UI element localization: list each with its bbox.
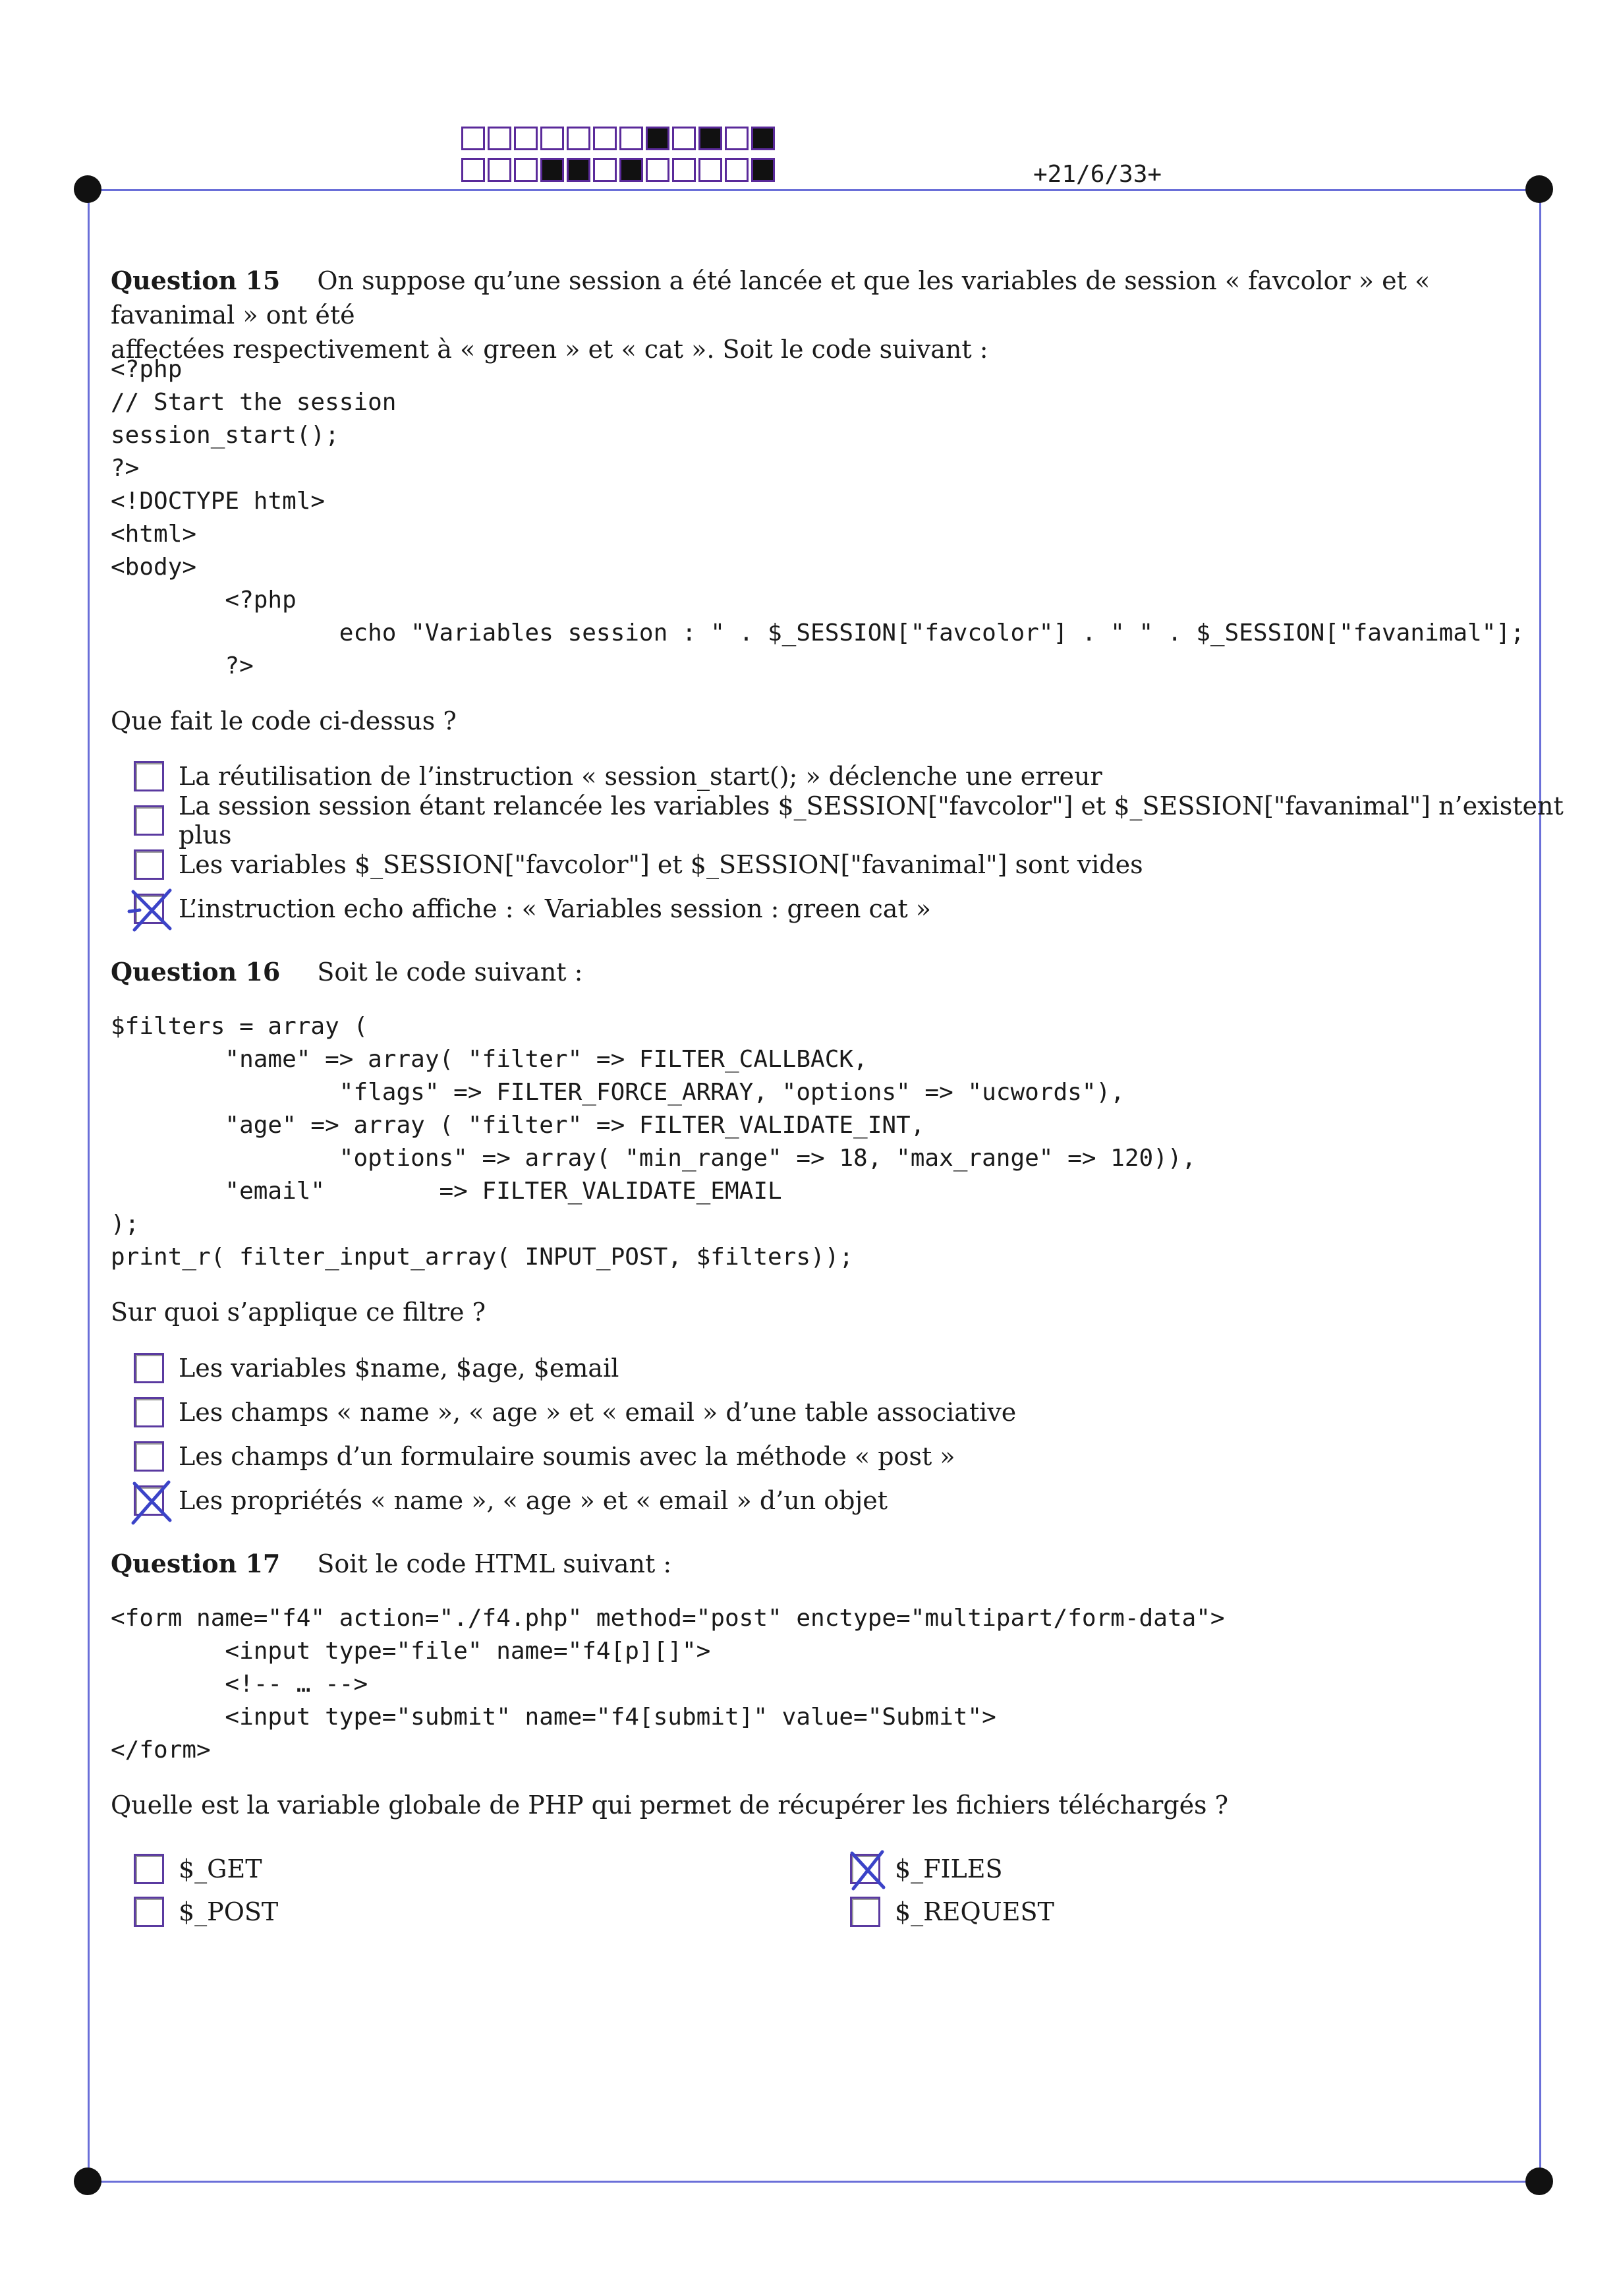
choice-label: La réutilisation de l’instruction « session_start(); » déclenche une erreur xyxy=(179,762,1102,791)
q15-choice-2[interactable] xyxy=(134,791,1617,849)
barcode-cell-empty xyxy=(461,158,485,182)
checkbox[interactable] xyxy=(134,1353,164,1383)
checkbox[interactable] xyxy=(134,1397,164,1427)
corner-marker-bottom-left xyxy=(74,2167,101,2195)
choice-label: $_POST xyxy=(179,1897,279,1926)
checkbox[interactable] xyxy=(134,1441,164,1472)
question-15-label: Question 15 xyxy=(111,266,281,295)
checkbox[interactable] xyxy=(134,805,164,836)
barcode-cell-filled xyxy=(751,127,775,150)
q17-choice-post[interactable] xyxy=(134,1893,278,1930)
barcode-cell-empty xyxy=(619,127,643,150)
question-16-code: $filters = array ( "name" => array( "filter" => FILTER_CALLBACK, "flags" => FILTER_FORCE_ARRAY, "options" => "ucwords"), "age" => array ( "filter" => FILTER_VALIDATE_INT, "options" => array( "min_range" => 18, "max_range" => 120)), "email" => FILTER_VALIDATE_EMAIL ); print_r( filter_input_array( INPUT_POST, $filters)); xyxy=(111,1013,1197,1271)
question-15-text-line1: On suppose qu’une session a été lancée et que les variables de session « favcolor » et « favanimal » ont été xyxy=(111,266,1431,330)
checkbox[interactable] xyxy=(134,761,164,791)
choice-label: $_GET xyxy=(179,1854,262,1883)
choice-label: Les propriétés « name », « age » et « email » d’un objet xyxy=(179,1486,888,1515)
barcode-cell-empty xyxy=(461,127,485,150)
barcode-cell-empty xyxy=(646,158,669,182)
barcode-cell-filled xyxy=(540,158,564,182)
frame-left-border xyxy=(88,189,90,2181)
corner-marker-top-right xyxy=(1525,175,1553,203)
q17-choice-get[interactable] xyxy=(134,1851,262,1887)
barcode-cell-empty xyxy=(725,158,749,182)
barcode-cell-empty xyxy=(593,158,617,182)
question-15-code: <?php // Start the session session_start(); ?> <!DOCTYPE html> <html> <body> <?php echo "Variables session : " . $_SESSION["favcolor"] . " " . $_SESSION["favanimal"]; ?> xyxy=(111,356,1525,679)
q17-choice-request[interactable] xyxy=(850,1893,1054,1930)
barcode-cell-empty xyxy=(514,127,538,150)
question-16-text: Soit le code suivant : xyxy=(317,958,583,987)
checkbox-checked[interactable] xyxy=(134,1485,164,1516)
barcode-cell-filled xyxy=(751,158,775,182)
choice-label: Les variables $_SESSION["favcolor"] et $_SESSION["favanimal"] sont vides xyxy=(179,850,1143,879)
frame-right-border xyxy=(1539,189,1541,2181)
frame-top-border xyxy=(88,189,1539,191)
checkbox[interactable] xyxy=(134,1897,164,1927)
barcode-cell-empty xyxy=(672,127,696,150)
choice-label: Les champs d’un formulaire soumis avec la méthode « post » xyxy=(179,1442,955,1471)
barcode-cell-empty xyxy=(672,158,696,182)
barcode-cell-empty xyxy=(725,127,749,150)
barcode-row-2 xyxy=(461,158,778,182)
barcode-cell-empty xyxy=(488,127,511,150)
question-15-text-line2: affectées respectivement à « green » et « cat ». Soit le code suivant : xyxy=(111,335,988,364)
corner-marker-bottom-right xyxy=(1525,2167,1553,2195)
q17-choice-files[interactable] xyxy=(850,1851,1003,1887)
question-15-header xyxy=(111,264,1527,366)
q16-choice-4[interactable] xyxy=(134,1482,888,1519)
q15-choice-3[interactable] xyxy=(134,846,1143,883)
question-17-code: <form name="f4" action="./f4.php" method="post" enctype="multipart/form-data"> <input type="file" name="f4[p][]"> <!-- … --> <input type="submit" name="f4[submit]" value="Submit"> </form> xyxy=(111,1605,1225,1764)
barcode-cell-empty xyxy=(540,127,564,150)
question-16-label: Question 16 xyxy=(111,957,281,987)
barcode-cell-empty xyxy=(488,158,511,182)
choice-label: Les variables $name, $age, $email xyxy=(179,1354,619,1383)
choice-label: La session session étant relancée les variables $_SESSION["favcolor"] et $_SESSION["favanimal"] n’existent plus xyxy=(179,791,1564,849)
checkbox[interactable] xyxy=(134,1854,164,1884)
choice-label: Les champs « name », « age » et « email » d’une table associative xyxy=(179,1398,1017,1427)
check-cross-icon xyxy=(127,1477,177,1527)
question-16-prompt: Sur quoi s’applique ce filtre ? xyxy=(111,1298,486,1327)
question-17-prompt: Quelle est la variable globale de PHP qui permet de récupérer les fichiers téléchargés ? xyxy=(111,1791,1229,1820)
question-16-header xyxy=(111,955,1527,989)
corner-marker-top-left xyxy=(74,175,101,203)
q15-choice-1[interactable] xyxy=(134,758,1102,795)
check-cross-icon xyxy=(127,885,177,935)
frame-bottom-border xyxy=(88,2181,1539,2183)
barcode-cell-empty xyxy=(514,158,538,182)
question-17-label: Question 17 xyxy=(111,1549,281,1578)
checkbox-checked[interactable] xyxy=(850,1854,880,1884)
checkbox[interactable] xyxy=(134,849,164,880)
check-cross-icon xyxy=(843,1845,893,1895)
checkbox-checked[interactable] xyxy=(134,894,164,924)
question-15-prompt: Que fait le code ci-dessus ? xyxy=(111,706,457,735)
barcode-cell-filled xyxy=(619,158,643,182)
barcode-cell-filled xyxy=(698,127,722,150)
barcode-cell-empty xyxy=(567,127,590,150)
barcode-cell-filled xyxy=(646,127,669,150)
q15-choice-4[interactable] xyxy=(134,890,931,927)
q16-choice-2[interactable] xyxy=(134,1394,1016,1431)
choice-label: $_FILES xyxy=(895,1854,1003,1883)
barcode-row-1 xyxy=(461,127,778,150)
barcode-cell-empty xyxy=(698,158,722,182)
choice-label: $_REQUEST xyxy=(895,1897,1054,1926)
q16-choice-3[interactable] xyxy=(134,1438,955,1475)
barcode-cell-empty xyxy=(593,127,617,150)
page-identifier: +21/6/33+ xyxy=(1033,161,1162,188)
checkbox[interactable] xyxy=(850,1897,880,1927)
choice-label: L’instruction echo affiche : « Variables session : green cat » xyxy=(179,894,932,923)
question-17-header xyxy=(111,1547,1527,1581)
barcode-cell-filled xyxy=(567,158,590,182)
question-17-text: Soit le code HTML suivant : xyxy=(317,1549,672,1578)
q16-choice-1[interactable] xyxy=(134,1350,619,1387)
